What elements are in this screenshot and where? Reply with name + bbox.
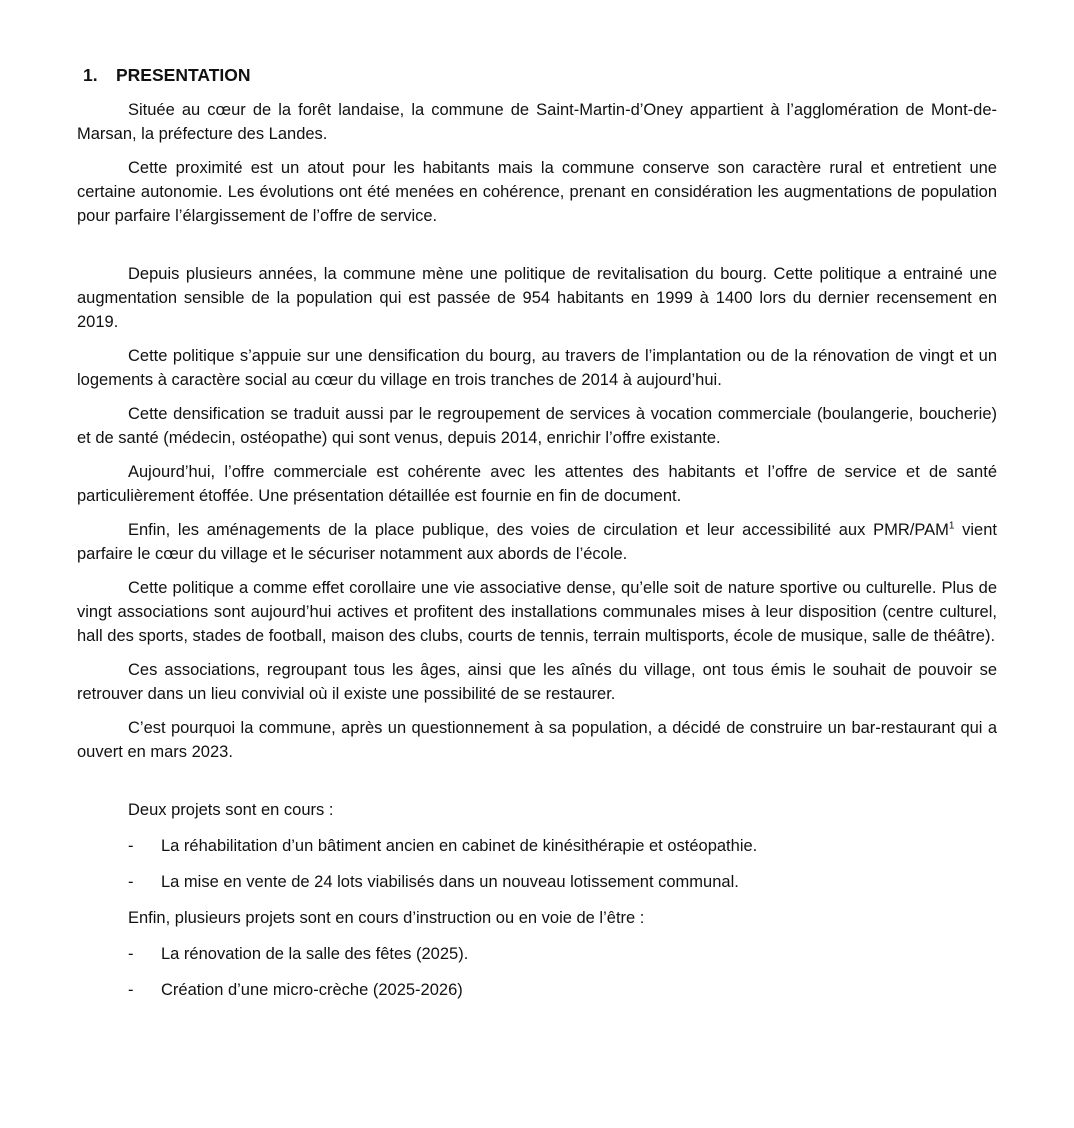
list-item	[77, 942, 997, 966]
future-projects-list	[77, 942, 997, 1002]
section-heading	[83, 62, 997, 88]
paragraph-services: Cette densification se traduit aussi par le regroupement de services à vocation commerciale (boulangerie, boucherie) et de santé (médecin, ostéopathe) qui sont venus, depuis 2014, enrichir l’offre existante.	[77, 405, 997, 447]
list-item	[77, 978, 997, 1002]
paragraph-elders: Ces associations, regroupant tous les âges, ainsi que les aînés du village, ont tous émis le souhait de pouvoir se retrouver dans un lieu convivial où il existe une possibilité de se restaurer.	[77, 661, 997, 703]
dash-bullet: -	[128, 873, 134, 891]
section-title: PRESENTATION	[116, 65, 251, 85]
paragraph-public-space	[77, 518, 997, 566]
list-item-text: La mise en vente de 24 lots viabilisés dans un nouveau lotissement communal.	[161, 873, 739, 891]
paragraph-public-space-text: Enfin, les aménagements de la place publique, des voies de circulation et leur accessibilité aux PMR/PAM	[128, 521, 949, 539]
list-item-text: La réhabilitation d’un bâtiment ancien en cabinet de kinésithérapie et ostéopathie.	[161, 837, 758, 855]
paragraph-bar-restaurant: C’est pourquoi la commune, après un questionnement à sa population, a décidé de construire un bar-restaurant qui a ouvert en mars 2023.	[77, 719, 997, 761]
section-number: 1.	[83, 65, 98, 85]
paragraph-proximity: Cette proximité est un atout pour les habitants mais la commune conserve son caractère rural et entretient une certaine autonomie. Les évolutions ont été menées en cohérence, prenant en considération les augmentations de population pour parfaire l’élargissement de l’offre de service.	[77, 159, 997, 225]
paragraph-public-space-text-end: vient parfaire le cœur du village et le sécuriser notamment aux abords de l’école.	[77, 521, 997, 563]
list-item-text: La rénovation de la salle des fêtes (2025).	[161, 945, 469, 963]
document-page	[77, 62, 997, 1014]
list-item-text: Création d’une micro-crèche (2025-2026)	[161, 981, 463, 999]
list-item	[77, 870, 997, 894]
paragraph-densification: Cette politique s’appuie sur une densification du bourg, au travers de l’implantation ou de la rénovation de vingt et un logements à caractère social au cœur du village en trois tranches de 2014 à aujourd’hui.	[77, 347, 997, 389]
current-projects-intro: Deux projets sont en cours :	[128, 801, 334, 819]
paragraph-associations: Cette politique a comme effet corollaire une vie associative dense, qu’elle soit de nature sportive ou culturelle. Plus de vingt associations sont aujourd’hui actives et profitent des installations communales mises à leur disposition (centre culturel, hall des sports, stades de football, maison des clubs, courts de tennis, terrain multisports, école de musique, salle de théâtre).	[77, 579, 997, 645]
paragraph-commercial-offer: Aujourd’hui, l’offre commerciale est cohérente avec les attentes des habitants et l’offre de service et de santé particulièrement étoffée. Une présentation détaillée est fournie en fin de document.	[77, 463, 997, 505]
paragraph-revitalisation: Depuis plusieurs années, la commune mène une politique de revitalisation du bourg. Cette politique a entrainé une augmentation sensible de la population qui est passée de 954 habitants en 1999 à 1400 lors du dernier recensement en 2019.	[77, 265, 997, 331]
dash-bullet: -	[128, 837, 134, 855]
footnote-marker: 1	[948, 520, 955, 532]
dash-bullet: -	[128, 945, 134, 963]
future-projects-intro: Enfin, plusieurs projets sont en cours d’instruction ou en voie de l’être :	[128, 909, 645, 927]
dash-bullet: -	[128, 981, 134, 999]
current-projects-list	[77, 834, 997, 894]
list-item	[77, 834, 997, 858]
paragraph-location: Située au cœur de la forêt landaise, la commune de Saint-Martin-d’Oney appartient à l’agglomération de Mont-de-Marsan, la préfecture des Landes.	[77, 101, 997, 143]
